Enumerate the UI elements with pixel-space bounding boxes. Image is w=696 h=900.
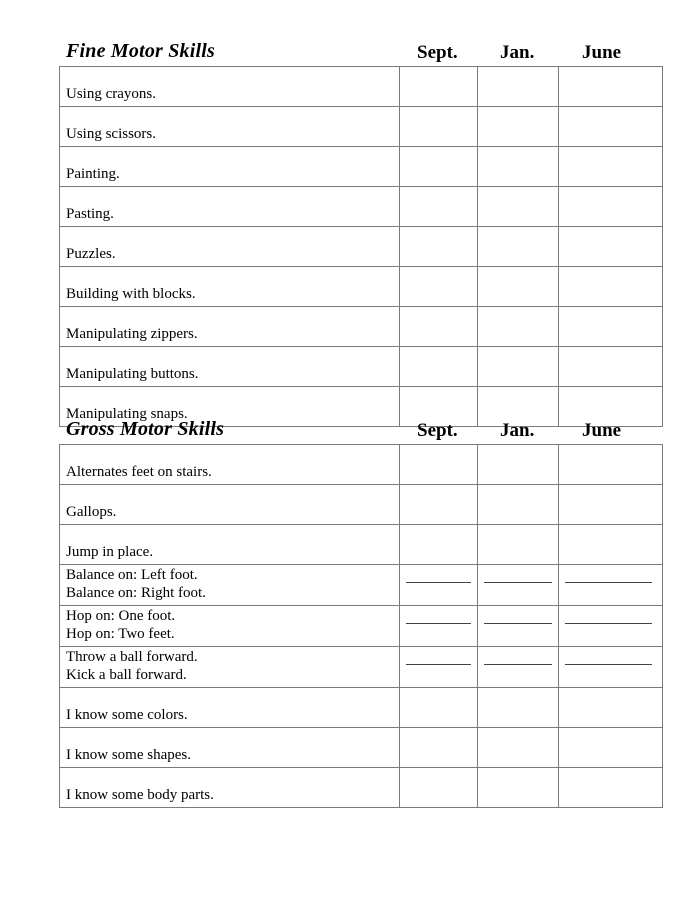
fill-in-line	[406, 582, 471, 583]
skill-label-cell	[60, 647, 400, 688]
skill-label-cell	[60, 485, 400, 525]
checkbox-cell-june[interactable]	[559, 768, 663, 808]
skill-label-cell	[60, 606, 400, 647]
skill-label: Throw a ball forward.	[66, 649, 198, 665]
checkbox-cell-jan[interactable]	[478, 647, 559, 688]
skill-label: Manipulating zippers.	[66, 326, 198, 342]
skill-label: Alternates feet on stairs.	[66, 464, 212, 480]
skill-label: Manipulating buttons.	[66, 366, 199, 382]
checkbox-cell-sept[interactable]	[400, 606, 478, 647]
skill-label-cell	[60, 67, 400, 107]
checkbox-cell-sept[interactable]	[400, 647, 478, 688]
skill-label: Gallops.	[66, 504, 117, 520]
fill-in-line	[406, 623, 471, 624]
column-header-sept: Sept.	[417, 420, 458, 441]
skill-label-cell	[60, 187, 400, 227]
skill-label-cell	[60, 525, 400, 565]
table-row	[60, 485, 663, 525]
checkbox-cell-june[interactable]	[559, 728, 663, 768]
checkbox-cell-june[interactable]	[559, 267, 663, 307]
checkbox-cell-sept[interactable]	[400, 107, 478, 147]
checkbox-cell-jan[interactable]	[478, 768, 559, 808]
checkbox-cell-sept[interactable]	[400, 267, 478, 307]
table-row	[60, 227, 663, 267]
checkbox-cell-sept[interactable]	[400, 565, 478, 606]
checkbox-cell-sept[interactable]	[400, 485, 478, 525]
skill-label: Pasting.	[66, 206, 114, 222]
checkbox-cell-june[interactable]	[559, 688, 663, 728]
skill-label: Jump in place.	[66, 544, 154, 560]
table-row	[60, 347, 663, 387]
skill-label-cell	[60, 227, 400, 267]
checkbox-cell-june[interactable]	[559, 67, 663, 107]
table-row	[60, 565, 663, 606]
skill-label-cell	[60, 768, 400, 808]
checkbox-cell-june[interactable]	[559, 347, 663, 387]
checkbox-cell-june[interactable]	[559, 485, 663, 525]
skill-label: Balance on: Left foot.	[66, 567, 198, 583]
checkbox-cell-sept[interactable]	[400, 67, 478, 107]
checkbox-cell-jan[interactable]	[478, 267, 559, 307]
table-row	[60, 107, 663, 147]
skill-label: Hop on: One foot.	[66, 608, 176, 624]
column-header-sept: Sept.	[417, 42, 458, 63]
table-row	[60, 67, 663, 107]
skill-label: Kick a ball forward.	[66, 667, 187, 683]
fill-in-line	[565, 623, 652, 624]
skill-label: Building with blocks.	[66, 286, 196, 302]
skill-label-cell	[60, 728, 400, 768]
section-title: Gross Motor Skills	[66, 418, 225, 440]
skill-label: Puzzles.	[66, 246, 116, 262]
checkbox-cell-sept[interactable]	[400, 347, 478, 387]
fill-in-line	[565, 582, 652, 583]
checkbox-cell-sept[interactable]	[400, 525, 478, 565]
table-row	[60, 147, 663, 187]
skill-label-cell	[60, 267, 400, 307]
checkbox-cell-sept[interactable]	[400, 768, 478, 808]
checkbox-cell-jan[interactable]	[478, 525, 559, 565]
column-header-jan: Jan.	[500, 420, 535, 441]
gross-motor-table	[59, 444, 663, 808]
skill-label-cell	[60, 307, 400, 347]
checkbox-cell-june[interactable]	[559, 525, 663, 565]
checkbox-cell-jan[interactable]	[478, 227, 559, 267]
checkbox-cell-june[interactable]	[559, 647, 663, 688]
fill-in-line	[484, 623, 552, 624]
checkbox-cell-june[interactable]	[559, 107, 663, 147]
skill-label-cell	[60, 107, 400, 147]
checkbox-cell-jan[interactable]	[478, 606, 559, 647]
checkbox-cell-sept[interactable]	[400, 688, 478, 728]
gross-motor-header	[59, 418, 662, 444]
fill-in-line	[484, 664, 552, 665]
skill-label: I know some shapes.	[66, 747, 191, 763]
checkbox-cell-june[interactable]	[559, 147, 663, 187]
skill-label: Using crayons.	[66, 86, 156, 102]
checkbox-cell-jan[interactable]	[478, 107, 559, 147]
gross-motor-section	[59, 418, 662, 808]
skill-label: Manipulating snaps.	[66, 406, 188, 422]
table-row	[60, 445, 663, 485]
checkbox-cell-sept[interactable]	[400, 227, 478, 267]
table-row	[60, 768, 663, 808]
table-row	[60, 187, 663, 227]
table-row	[60, 525, 663, 565]
table-row	[60, 267, 663, 307]
table-row	[60, 307, 663, 347]
checkbox-cell-jan[interactable]	[478, 147, 559, 187]
skill-label-cell	[60, 688, 400, 728]
fill-in-line	[565, 664, 652, 665]
checkbox-cell-jan[interactable]	[478, 445, 559, 485]
checkbox-cell-june[interactable]	[559, 227, 663, 267]
checkbox-cell-sept[interactable]	[400, 307, 478, 347]
checkbox-cell-sept[interactable]	[400, 187, 478, 227]
skill-label: I know some colors.	[66, 707, 188, 723]
table-row	[60, 728, 663, 768]
fill-in-line	[406, 664, 471, 665]
checkbox-cell-jan[interactable]	[478, 187, 559, 227]
checkbox-cell-june[interactable]	[559, 187, 663, 227]
skill-label-cell	[60, 445, 400, 485]
table-row	[60, 688, 663, 728]
checkbox-cell-sept[interactable]	[400, 147, 478, 187]
table-row	[60, 647, 663, 688]
fine-motor-section	[59, 40, 662, 427]
skill-label-cell	[60, 347, 400, 387]
table-row	[60, 606, 663, 647]
checkbox-cell-june[interactable]	[559, 445, 663, 485]
checkbox-cell-jan[interactable]	[478, 347, 559, 387]
checkbox-cell-sept[interactable]	[400, 445, 478, 485]
checkbox-cell-jan[interactable]	[478, 307, 559, 347]
checkbox-cell-june[interactable]	[559, 606, 663, 647]
fill-in-line	[484, 582, 552, 583]
column-header-june: June	[582, 42, 622, 63]
section-title: Fine Motor Skills	[66, 40, 215, 62]
fine-motor-header	[59, 40, 662, 66]
column-header-june: June	[582, 420, 622, 441]
skill-label-cell	[60, 565, 400, 606]
column-header-jan: Jan.	[500, 42, 535, 63]
checkbox-cell-jan[interactable]	[478, 67, 559, 107]
skill-label: Hop on: Two feet.	[66, 626, 175, 642]
checkbox-cell-june[interactable]	[559, 565, 663, 606]
fine-motor-table	[59, 66, 663, 427]
skill-label: I know some body parts.	[66, 787, 214, 803]
checkbox-cell-jan[interactable]	[478, 688, 559, 728]
checkbox-cell-jan[interactable]	[478, 728, 559, 768]
skill-label: Using scissors.	[66, 126, 157, 142]
checkbox-cell-sept[interactable]	[400, 728, 478, 768]
skill-label: Balance on: Right foot.	[66, 585, 206, 601]
skill-label-cell	[60, 147, 400, 187]
checkbox-cell-jan[interactable]	[478, 485, 559, 525]
checkbox-cell-june[interactable]	[559, 307, 663, 347]
skill-label: Painting.	[66, 166, 120, 182]
checkbox-cell-jan[interactable]	[478, 565, 559, 606]
